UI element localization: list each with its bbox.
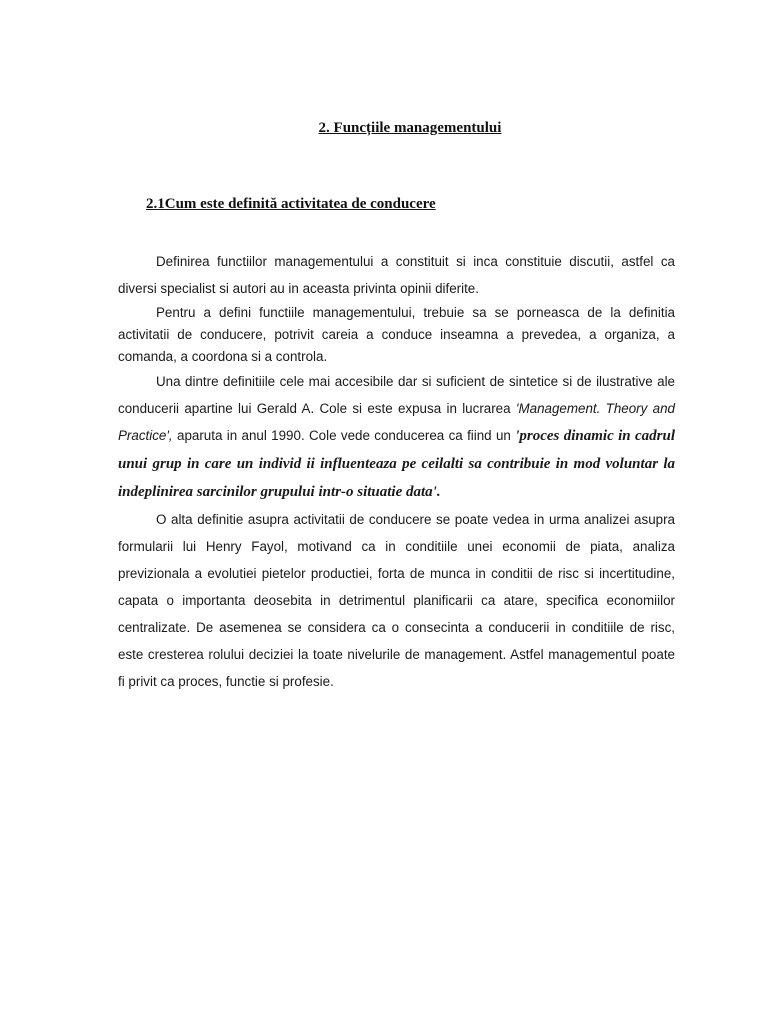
work-title: 'Management. Theory and Practice', xyxy=(118,401,675,443)
paragraph-3-intro: Una dintre definitiile cele mai accesibile dar si suficient de sintetice si de ilustrative ale conducerii apartine lui Gerald A. Cole si este expusa in lucrarea xyxy=(118,374,675,416)
chapter-title: 2. Funcțiile managementului xyxy=(318,120,502,136)
paragraph-3-middle: aparuta in anul 1990. Cole vede conducerea ca fiind un xyxy=(172,428,516,443)
paragraph-3 xyxy=(118,368,675,506)
paragraph-2: Pentru a defini functiile managementului, trebuie sa se porneasca de la definitia activitatii de conducere, potrivit careia a conduce inseamna a prevedea, a organiza, a comanda, a coordona si a controla. xyxy=(118,305,675,364)
paragraph-1: Definirea functiilor managementului a constituit si inca constituie discutii, astfel ca diversi specialist si autori au in aceasta privinta opinii diferite. xyxy=(118,254,675,296)
section-number: 2.1 xyxy=(146,196,165,212)
body-text xyxy=(118,248,675,695)
definition-quote: 'proces dinamic in cadrul unui grup in care un individ ii influenteaza pe ceilalti sa contribuie in mod voluntar la indeplinirea sarcinilor grupului intr-o situatie data'. xyxy=(118,428,675,500)
section-title xyxy=(146,196,436,213)
section-title-text: Cum este definită activitatea de conducere xyxy=(164,196,436,212)
paragraph-4: O alta definitie asupra activitatii de conducere se poate vedea in urma analizei asupra formularii lui Henry Fayol, motivand ca in conditiile unei economii de piata, analiza previzionala a evolutiei pietelor productiei, forta de munca in conditii de risc si incertitudine, capata o importanta deosebita in detrimentul planificarii ca atare, specifica economiilor centralizate. De asemenea se considera ca o consecinta a conducerii in conditiile de risc, este cresterea rolului deciziei la toate nivelurile de management. Astfel managementul poate fi privit ca proces, functie si profesie. xyxy=(118,512,675,689)
